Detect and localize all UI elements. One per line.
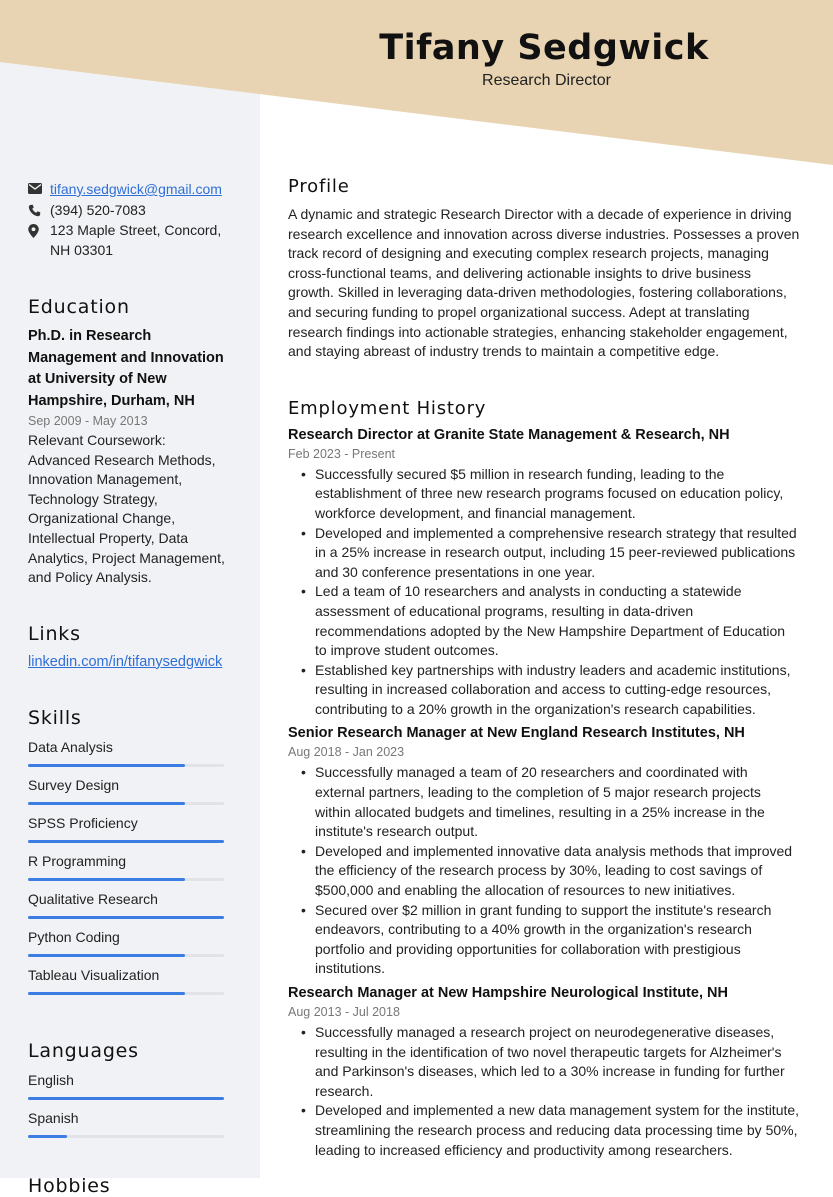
language-bar-fill <box>28 1135 67 1138</box>
skill-item <box>28 884 228 922</box>
job-title: Senior Research Manager at New England Research Institutes, NH <box>288 725 745 742</box>
job-bullet: • Led a team of 10 researchers and analysts in conducting a statewide assessment of educational programs, resulting in data-driven recommendations adopted by the New Hampshire Department of Education to improve student outcomes. <box>288 582 800 660</box>
language-label: English <box>28 1071 74 1088</box>
skill-item <box>28 922 228 960</box>
skill-bar-track <box>28 878 224 881</box>
skill-label: Python Coding <box>28 928 120 945</box>
skill-label: Qualitative Research <box>28 890 158 907</box>
phone-icon <box>28 201 50 217</box>
links-heading: Links <box>28 622 81 645</box>
skill-bar-fill <box>28 992 185 995</box>
job-entry <box>288 983 800 1160</box>
job-bullet: • Successfully secured $5 million in research funding, leading to the establishment of three new research programs focused on education policy, workforce development, and financial management. <box>288 465 800 524</box>
skill-bar-track <box>28 802 224 805</box>
language-item <box>28 1065 228 1103</box>
language-label: Spanish <box>28 1109 79 1126</box>
map-pin-icon <box>28 221 50 238</box>
job-dates: Feb 2023 - Present <box>288 446 396 461</box>
sidebar <box>28 180 228 1197</box>
skill-item <box>28 732 228 770</box>
skill-item <box>28 770 228 808</box>
linkedin-link[interactable]: linkedin.com/in/tifanysedgwick <box>28 653 223 670</box>
skills-list <box>28 732 228 998</box>
skill-bar-track <box>28 764 224 767</box>
skill-label: Survey Design <box>28 776 120 793</box>
job-title: Research Manager at New Hampshire Neurological Institute, NH <box>288 985 728 1001</box>
skill-bar-track <box>28 916 224 919</box>
skill-item <box>28 808 228 846</box>
skill-bar-fill <box>28 954 185 957</box>
language-bar-fill <box>28 1097 224 1100</box>
job-title: Research Director at Granite State Management & Research, NH <box>288 426 730 443</box>
job-bullet: • Developed and implemented a new data management system for the institute, streamlining the research process and reducing data processing time by 50%, leading to increased efficiency and productivity among researchers. <box>288 1101 800 1160</box>
job-bullets <box>288 465 800 720</box>
job-entry <box>288 425 800 720</box>
education-dates: Sep 2009 - May 2013 <box>28 414 148 428</box>
job-entry <box>288 723 800 979</box>
profile-heading: Profile <box>288 176 350 197</box>
job-dates: Aug 2013 - Jul 2018 <box>288 1005 400 1019</box>
contact-email-row <box>28 180 228 200</box>
skill-bar-track <box>28 954 224 957</box>
education-degree: Ph.D. in Research Management and Innovation at University of New Hampshire, Durham, NH <box>28 328 224 409</box>
job-bullet: • Developed and implemented a comprehensive research strategy that resulted in a 25% increase in research output, including 15 peer-reviewed publications and 30 conference presentations in one year. <box>288 524 800 583</box>
resume-header <box>260 22 833 89</box>
job-bullet: • Secured over $2 million in grant funding to support the institute's research endeavors, contributing to a 40% growth in the organization's research portfolio and providing opportunities for collaboration with prestigious institutions. <box>288 901 800 979</box>
job-dates: Aug 2018 - Jan 2023 <box>288 745 405 760</box>
phone-text: (394) 520-7083 <box>50 201 146 218</box>
language-bar-track <box>28 1135 224 1138</box>
hobbies-heading: Hobbies <box>28 1174 111 1197</box>
skill-label: Tableau Visualization <box>28 966 160 983</box>
main-content <box>288 175 800 1160</box>
job-bullet: • Developed and implemented innovative data analysis methods that improved the efficiency of the research process by 30%, leading to cost savings of $500,000 and enabling the allocation of resources to new initiatives. <box>288 842 800 901</box>
skill-bar-track <box>28 992 224 995</box>
language-bar-track <box>28 1097 224 1100</box>
job-bullet: • Established key partnerships with industry leaders and academic institutions, resulting in increased collaboration and access to cutting-edge resources, contributing to a 20% growth in the organization's research capabilities. <box>288 661 800 720</box>
skill-label: R Programming <box>28 852 127 869</box>
skill-item <box>28 960 228 998</box>
profile-text: A dynamic and strategic Research Director with a decade of experience in driving research excellence and innovation across diverse industries. Possesses a proven track record of designing and executing complex research projects, managing cross-functional teams, and delivering actionable insights to drive business growth. Skilled in leveraging data-driven methodologies, fostering collaborations, and securing funding to propel organizational success. Adept at translating research findings into actionable strategies, enhancing stakeholder engagement, and staying abreast of industry trends to maintain a competitive edge. <box>288 206 800 360</box>
job-bullet: • Successfully managed a research project on neurodegenerative diseases, resulting in the identification of two novel therapeutic targets for Alzheimer's and Parkinson's diseases, which led to a 30% increase in funding for further research. <box>288 1023 800 1101</box>
links-list <box>28 653 228 671</box>
skill-bar-track <box>28 840 224 843</box>
contact-info <box>28 180 228 260</box>
languages-heading: Languages <box>28 1039 139 1062</box>
contact-address-row <box>28 221 228 260</box>
skill-bar-fill <box>28 802 185 805</box>
education-heading: Education <box>28 296 130 318</box>
job-bullets <box>288 763 800 979</box>
candidate-name: Tifany Sedgwick <box>379 28 709 68</box>
job-bullet: • Successfully managed a team of 20 researchers and coordinated with external partners, leading to the completion of 5 major research projects within allocated budgets and timelines, resulting in a 25% increase in the institute's research output. <box>288 763 800 841</box>
skill-bar-fill <box>28 878 185 881</box>
email-link[interactable]: tifany.sedgwick@gmail.com <box>50 181 222 197</box>
language-item <box>28 1103 228 1141</box>
skill-bar-fill <box>28 916 224 919</box>
contact-phone-row <box>28 201 228 221</box>
job-bullets <box>288 1023 800 1160</box>
candidate-title: Research Director <box>482 72 611 89</box>
education-coursework: Relevant Coursework: Advanced Research Methods, Innovation Management, Technology Strategy, Organizational Change, Intellectual Property, Data Analytics, Project Management, and Policy Analysis. <box>28 432 225 586</box>
skill-label: Data Analysis <box>28 738 113 755</box>
envelope-icon <box>28 180 50 194</box>
address-text: 123 Maple Street, Concord, NH 03301 <box>50 222 222 258</box>
languages-list <box>28 1065 228 1141</box>
employment-heading: Employment History <box>288 397 487 419</box>
skill-label: SPSS Proficiency <box>28 814 138 831</box>
skills-heading: Skills <box>28 706 82 729</box>
skill-bar-fill <box>28 764 185 767</box>
skill-bar-fill <box>28 840 224 843</box>
skill-item <box>28 846 228 884</box>
